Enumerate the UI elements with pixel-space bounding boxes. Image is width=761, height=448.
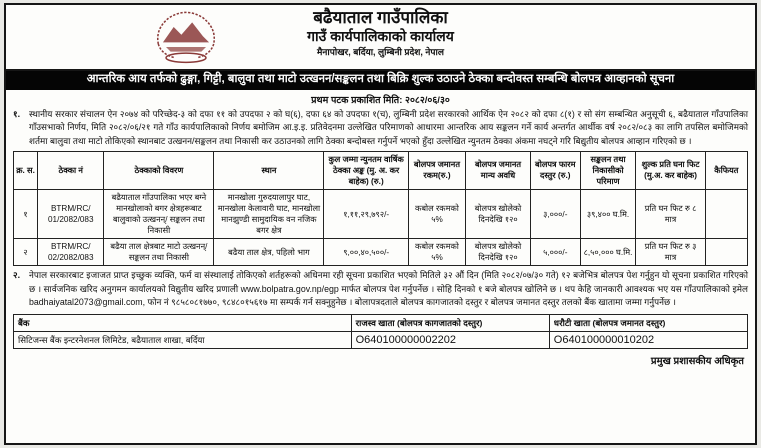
table-cell: ३,०००/-	[530, 190, 580, 239]
municipality-name: बढैयाताल गाउँपालिका	[313, 8, 448, 27]
table-cell: बढैया ताल क्षेत्र, पहिलो भाग	[214, 239, 324, 266]
table-cell: ९,००,४०,५००/-	[324, 239, 408, 266]
table-cell: बढैयाताल गाँउपालिका भएर बग्ने मानखोलाको बगर क्षेत्रहरूबाट बालुवाको उत्खनन्/ सङ्कलन तथा निकासी	[104, 190, 214, 239]
tender-table-body	[14, 190, 748, 266]
column-header: सङ्कलन तथा निकासीको परिमाण	[580, 151, 636, 189]
column-header: ठेक्का नं	[38, 151, 104, 189]
office-address: मैनापोखर, बर्दिया, लुम्बिनी प्रदेश, नेपाल	[317, 46, 444, 57]
table-row	[14, 331, 748, 348]
notice-title-banner: आन्तरिक आय तर्फको ढुङ्गा, गिट्टी, बालुवा तथा माटो उत्खनन/सङ्कलन तथा बिक्रि शुल्क उठाउने ठेक्का बन्दोवस्त सम्बन्धि बोलपत्र आव्हानको सूचना	[6, 69, 755, 90]
column-header: धरौटी खाता (बोलपत्र जमानत दस्तुर)	[549, 314, 747, 331]
table-row	[14, 190, 748, 239]
column-header: बैंक	[14, 314, 352, 331]
bank-accounts-table	[13, 314, 748, 349]
tender-table-header-row	[14, 151, 748, 189]
notice-document	[4, 3, 757, 445]
bank-table-body	[14, 331, 748, 348]
office-name: गाउँ कार्यपालिकाको कार्यालय	[307, 28, 454, 45]
paragraph-1-number: १.	[13, 108, 21, 119]
column-header: कुल जम्मा न्युनतम वार्षिक ठेक्का अङ्क (मु. अ. कर बाहेक) (रु.)	[324, 151, 408, 189]
table-cell	[705, 239, 747, 266]
paragraph-2-text: नेपाल सरकारबाट इजाजत प्राप्त इच्छुक व्यक्ति, फर्म वा संस्थालाई तोकिएको शर्तहरूको अधिनमा रही सूचना प्रकाशित भएको मितिले ३२ औं दिन (मिति २०८२/०७/३० गते) १२ बजेभित्र बोलपत्र पेश गर्नुहुन यो सूचना प्रकाशित गरिएको छ । सार्वजनिक खरिद अनुगमन कार्यालयको विद्युतीय खरिद प्रणाली www.bolpatra.gov.np/egp मार्फत बोलपत्र पेश गर्नुपर्नेछ । सोहि दिनको १ बजे बोलपत्र खोलिने छ । थप केहि जानकारी आवश्यक भए यस गाँउपालिकाको इमेल badhaiyatal2073@gmail.com, फोन नं ९८५८०८१७७०, ९८४८०१५६१७ मा सम्पर्क गर्न सक्नुहुनेछ । बोलापत्रदताले बोलपत्र कागजातको दस्तुर र बोलपत्र जमानत दस्तुर तलको बैंक खातामा जम्मा गर्नुपर्नेछ ।	[29, 270, 748, 308]
notice-body	[6, 90, 755, 443]
table-cell: प्रति घन फिट रु ३ मात्र	[636, 239, 705, 266]
column-header: बोलपत्र फारम दस्तुर (रु.)	[530, 151, 580, 189]
table-cell: BTRM/RC/ 01/2082/083	[38, 190, 104, 239]
table-cell: ३९,४०० घ.मि.	[580, 190, 636, 239]
column-header: कैफियत	[705, 151, 747, 189]
table-cell: बोलपत्र खोलेको दिनदेखि १२०	[466, 190, 531, 239]
table-cell: मानखोला गुरुदयालापुर घाट, मानखोला केलावारी घाट, मानखोला मानझुण्डी सामुदायिक वन नजिक बगर क्षेत्र	[214, 190, 324, 239]
column-header: क्र. स.	[14, 151, 38, 189]
paragraph-2-number: २.	[13, 270, 21, 281]
table-cell: बढैया ताल क्षेत्रबाट माटो उत्खनन्/सङ्कलन तथा निकासी	[104, 239, 214, 266]
table-cell: प्रति घन फिट रु ८ मात्र	[636, 190, 705, 239]
column-header: बोलपत्र जमानत रकम(रु.)	[408, 151, 465, 189]
paragraph-1	[13, 108, 748, 148]
table-cell: १	[14, 190, 38, 239]
table-cell: सिटिजन्स बैंक इन्टरनेशनल लिमिटेड, बढैयाताल शाखा, बर्दिया	[14, 331, 352, 348]
column-header: स्थान	[214, 151, 324, 189]
table-cell: ८,५०,००० घ.मि.	[580, 239, 636, 266]
table-row	[14, 239, 748, 266]
column-header: शुल्क प्रति घना फिट (मु.अ. कर बाहेक)	[636, 151, 705, 189]
table-cell: १,११,२९,७९२/-	[324, 190, 408, 239]
table-cell: बोलपत्र खोलेको दिनदेखि १२०	[466, 239, 531, 266]
column-header: बोलपत्र जमानत मान्य अवधि	[466, 151, 531, 189]
tender-table	[13, 151, 748, 267]
signature-title: प्रमुख प्रशासकीय अधिकृत	[650, 355, 744, 367]
column-header: ठेक्काको विवरण	[104, 151, 214, 189]
bank-table-header-row	[14, 314, 748, 331]
table-cell	[705, 190, 747, 239]
paragraph-2	[13, 269, 748, 309]
letterhead	[6, 5, 755, 69]
table-cell: २	[14, 239, 38, 266]
table-cell: O640100000010202	[549, 331, 747, 348]
table-cell: कबोल रकमको ५%	[408, 190, 465, 239]
published-date-line: प्रथम पटक प्रकाशित मिति: २०८२/०६/३०	[311, 94, 450, 106]
column-header: राजस्व खाता (बोलपत्र कागजातको दस्तुर)	[351, 314, 549, 331]
table-cell: ५,०००/-	[530, 239, 580, 266]
table-cell: BTRM/RC/ 02/2082/083	[38, 239, 104, 266]
paragraph-1-text: स्थानीय सरकार संचालन ऐन २०७४ को परिच्छेद-३ को दफा ११ को उपदफा २ को घ(६), दफा ६४ को उपदफा १(च), लुम्बिनी प्रदेश सरकारको आर्थिक ऐन २०८२ को दफा ८(१) र सो संग सम्बन्धित अनुसूची ६, बढैयाताल गाँउपालिका गाँउसभाको निर्णय, मिति २०८२/०६/२१ गते गाँउ कार्यपालिकाको निर्णय बमोजिम आ.इ.इ. प्रतिवेदनमा उल्लेखित परिमाणको आधारमा आन्तरिक आय सङ्कलन गर्ने कार्य अन्तर्गत आर्थीक वर्ष २०८२/०८३ का लागि तपसिल बमोजिमको शर्तमा बालुवा तथा माटो तोकिएको स्थानबाट उत्खनन/सङ्कलन तथा निकासी कर उठाउनको लागि ठेक्का बन्दोबस्त गर्नुपर्ने भएको हुँदा उल्लेखित न्युनतम ठेक्का अंकमा नघट्ने गरि बिद्युतीय बोलपत्र आव्हान गरिएको छ ।	[29, 108, 748, 146]
table-cell: कबोल रकमको ५%	[408, 239, 465, 266]
table-cell: O640100000002202	[351, 331, 549, 348]
